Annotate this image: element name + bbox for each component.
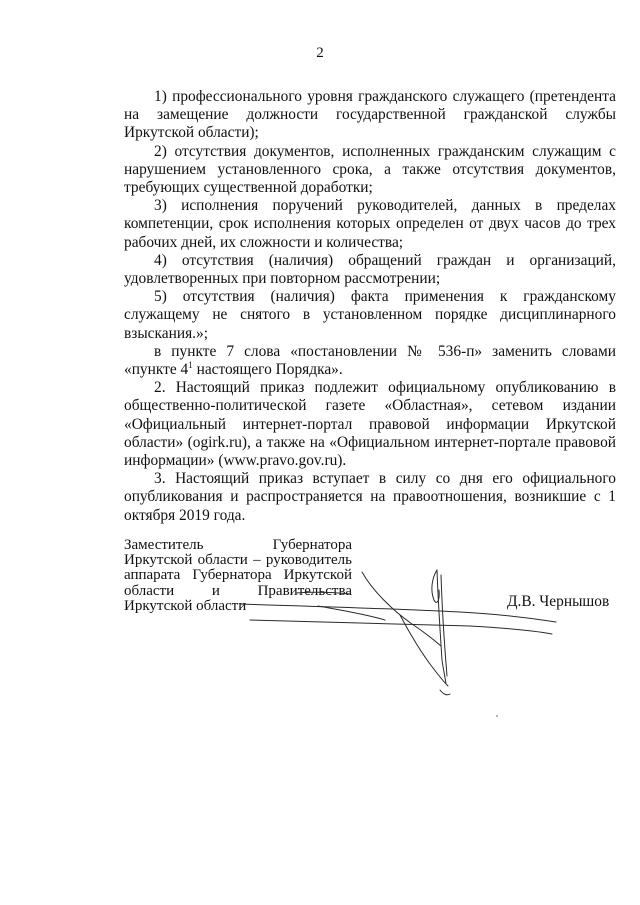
position-line: Иркутской области – руководитель [124,552,352,569]
position-line: области и Правительства [124,582,352,599]
position-line: Заместитель Губернатора [124,537,352,553]
amendment-text-end: настоящего Порядка». [192,361,343,379]
list-item-3: 3) исполнения поручений руководителей, данных в пределах компетенции, срок исполнения которых определен от двух часов до трех рабочих дней, их сложности и количества; [124,197,616,251]
document-body [124,88,616,525]
page-number: 2 [316,45,324,61]
position-line: аппарата Губернатора Иркутской [124,567,352,584]
list-item-4: 4) отсутствия (наличия) обращений граждан и организаций, удовлетворенных при повторном рассмотрении; [124,251,616,288]
signatory-name: Д.В. Чернышов [507,593,610,610]
effective-date-clause: 3. Настоящий приказ вступает в силу со дня его официального опубликования и распространяется на правоотношения, возникшие с 1 октября 2019 года. [124,470,616,524]
list-item-1: 1) профессионального уровня гражданского служащего (претендента на замещение должности государственной гражданской службы Иркутской области); [124,88,616,142]
superscript: 1 [188,359,193,370]
list-item-5: 5) отсутствия (наличия) факта применения к гражданскому служащему не снятого в установленном порядке дисциплинарного взыскания.»; [124,288,616,342]
position-line: Иркутской области [124,597,247,614]
list-item-2: 2) отсутствия документов, исполненных гражданским служащим с нарушением установленного срока, а также отсутствия документов, требующих существенной доработки; [124,142,616,197]
publication-clause: 2. Настоящий приказ подлежит официальному опубликованию в общественно-политической газете «Областная», сетевом издании «Официальный интернет-портал правовой информации Иркутской области» (ogirk.ru), а также на «Официальном интернет-портале правовой информации» (www.pravo.gov.ru). [124,379,616,470]
amendment-paragraph [124,343,616,379]
signatory-position [124,538,352,614]
amendment-text-start: в пункте 7 слова «постановлении № 536-п» заменить словами «пункте 4 [124,342,616,379]
